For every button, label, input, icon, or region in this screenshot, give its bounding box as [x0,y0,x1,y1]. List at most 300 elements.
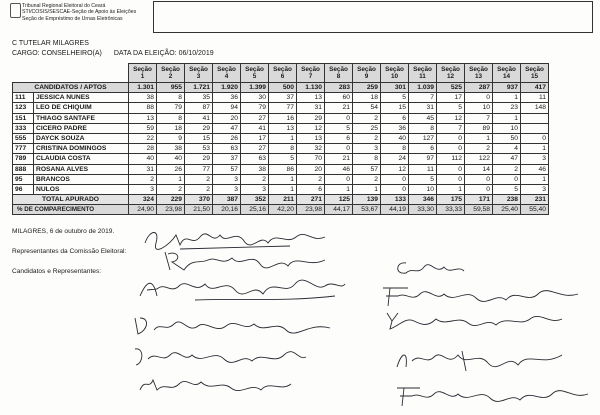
vote-cell [521,113,549,123]
vote-cell: 5 [409,174,437,184]
vote-cell: 1 [437,184,465,194]
candidate-number: 888 [13,164,34,174]
section-header-10 [381,64,409,83]
vote-cell: 31 [297,103,325,113]
vote-cell: 15 [381,103,409,113]
vote-cell: 63 [213,144,241,154]
vote-cell: 2 [157,184,185,194]
total-cell: 171 [465,195,493,205]
vote-cell: 17 [241,133,269,143]
section-number: 9 [364,73,369,80]
total-cell: 175 [437,195,465,205]
header-box [153,1,593,33]
signature-5 [130,343,310,369]
vote-cell: 21 [325,103,353,113]
vote-cell: 0 [437,164,465,174]
results-table [12,63,549,215]
electorate-label: CANDIDATOS / APTOS [13,83,129,93]
vote-cell: 40 [129,154,157,164]
section-number: 5 [252,73,257,80]
signature-4 [130,312,335,340]
vote-cell: 2 [353,133,381,143]
vote-cell: 29 [185,154,213,164]
vote-cell: 45 [409,113,437,123]
vote-cell: 2 [241,174,269,184]
candidate-row [13,184,549,194]
vote-cell: 31 [409,103,437,113]
section-label: Seção [133,65,152,73]
vote-cell: 12 [437,113,465,123]
position-label: CARGO: CONSELHEIRO(A) [12,50,102,57]
candidate-name: LEO DE CHIQUIM [34,103,129,113]
attendance-cell: 59,58 [465,205,493,215]
vote-cell: 6 [409,144,437,154]
candidate-name: CRISTINA DOMINGOS [34,144,129,154]
candidate-name: DAYCK SOUZA [34,133,129,143]
vote-cell: 21 [325,154,353,164]
electorate-cell: 1.301 [129,83,157,93]
candidate-name: JESSICA NUNES [34,93,129,103]
section-number: 6 [280,73,285,80]
vote-cell: 36 [213,93,241,103]
vote-cell: 94 [213,103,241,113]
section-header-12 [437,64,465,83]
vote-cell: 1 [269,174,297,184]
section-header-11 [409,64,437,83]
vote-cell: 1 [493,113,521,123]
vote-cell: 50 [493,133,521,143]
signature-3 [135,272,350,306]
vote-cell: 13 [297,133,325,143]
section-label: Seção [413,65,432,73]
vote-cell: 26 [213,133,241,143]
vote-cell: 6 [297,184,325,194]
candidate-number: 151 [13,113,34,123]
total-cell: 271 [297,195,325,205]
vote-cell: 15 [185,133,213,143]
electorate-cell: 287 [465,83,493,93]
total-cell: 370 [185,195,213,205]
candidate-name: THIAGO SANTAFE [34,113,129,123]
vote-cell: 57 [213,164,241,174]
candidate-number: 111 [13,93,34,103]
vote-cell: 27 [241,113,269,123]
vote-cell: 7 [437,123,465,133]
electorate-cell: 955 [157,83,185,93]
vote-cell: 5 [269,154,297,164]
committee-label: Representantes da Comissão Eleitoral: [12,248,127,255]
vote-cell: 54 [353,103,381,113]
vote-cell: 28 [129,144,157,154]
vote-cell: 46 [521,164,549,174]
section-header-14 [493,64,521,83]
section-number: 2 [168,73,173,80]
vote-cell: 27 [241,144,269,154]
vote-cell: 18 [157,123,185,133]
vote-cell: 0 [521,133,549,143]
vote-cell: 77 [269,103,297,113]
vote-cell: 0 [465,184,493,194]
total-cell: 133 [381,195,409,205]
vote-cell: 1 [521,144,549,154]
election-date-label: DATA DA ELEIÇÃO: 06/10/2019 [113,50,214,57]
attendance-cell: 21,50 [185,205,213,215]
vote-cell: 5 [381,93,409,103]
signature-10 [392,345,567,375]
section-label: Seção [469,65,488,73]
vote-cell: 7 [465,113,493,123]
vote-cell: 8 [381,144,409,154]
section-label: Seção [329,65,348,73]
attendance-cell: 23,98 [297,205,325,215]
place-date: MILAGRES, 6 de outubro de 2019. [12,228,115,235]
attendance-cell: 23,98 [157,205,185,215]
section-number: 15 [530,73,539,80]
vote-cell: 2 [465,144,493,154]
vote-cell: 20 [213,113,241,123]
electorate-cell: 500 [269,83,297,93]
attendance-cell: 42,20 [269,205,297,215]
vote-cell: 0 [325,113,353,123]
section-header-row [13,64,549,83]
vote-cell: 14 [465,164,493,174]
section-header-1 [129,64,157,83]
candidate-row [13,144,549,154]
vote-cell: 29 [297,113,325,123]
electorate-cell: 301 [381,83,409,93]
vote-cell: 12 [381,164,409,174]
section-label: Seção [441,65,460,73]
vote-cell: 10 [409,184,437,194]
vote-cell: 57 [353,164,381,174]
vote-cell: 148 [521,103,549,113]
attendance-row [13,205,549,215]
candidate-name: CLAUDIA COSTA [34,154,129,164]
attendance-cell: 44,19 [381,205,409,215]
vote-cell: 3 [213,184,241,194]
vote-cell: 2 [185,184,213,194]
section-header-5 [241,64,269,83]
vote-cell: 2 [185,174,213,184]
candidate-number: 789 [13,154,34,164]
section-header-8 [325,64,353,83]
vote-cell: 38 [241,164,269,174]
vote-cell: 0 [437,144,465,154]
committee-handwritten-label [392,257,467,279]
section-number: 4 [224,73,229,80]
vote-cell: 38 [129,93,157,103]
vote-cell: 0 [381,184,409,194]
vote-cell: 25 [353,123,381,133]
section-label: Seção [161,65,180,73]
vote-cell: 37 [269,93,297,103]
vote-cell: 0 [437,174,465,184]
section-label: Seção [525,65,544,73]
vote-cell: 2 [353,113,381,123]
section-label: Seção [357,65,376,73]
electorate-cell: 283 [325,83,353,93]
candidate-number: 123 [13,103,34,113]
vote-cell: 0 [437,133,465,143]
electorate-cell: 1.039 [409,83,437,93]
vote-cell: 41 [241,123,269,133]
vote-cell: 70 [297,154,325,164]
total-cell: 238 [493,195,521,205]
total-cell: 139 [353,195,381,205]
vote-cell: 53 [185,144,213,154]
signature-8 [378,282,583,310]
candidate-number: 555 [13,133,34,143]
candidate-name: BRANCOS [34,174,129,184]
vote-cell: 6 [381,113,409,123]
total-cell: 352 [241,195,269,205]
section-label: Seção [497,65,516,73]
vote-cell: 16 [269,113,297,123]
vote-cell: 1 [157,174,185,184]
vote-cell: 0 [465,93,493,103]
vote-cell: 18 [353,93,381,103]
attendance-cell: 25,16 [241,205,269,215]
vote-cell: 8 [409,123,437,133]
vote-cell: 63 [241,154,269,164]
municipality-label: C TUTELAR MILAGRES [12,40,89,47]
vote-cell: 10 [465,103,493,113]
vote-cell: 35 [185,93,213,103]
section-header-7 [297,64,325,83]
total-cell: 229 [157,195,185,205]
electorate-cell: 1.130 [297,83,325,93]
candidate-row [13,93,549,103]
total-label: TOTAL APURADO [13,195,129,205]
section-header-4 [213,64,241,83]
section-number: 11 [419,73,426,80]
candidate-row [13,154,549,164]
electorate-cell: 525 [437,83,465,93]
vote-cell: 2 [353,174,381,184]
candidate-row [13,133,549,143]
vote-cell: 20 [297,164,325,174]
total-cell: 346 [409,195,437,205]
section-number: 3 [196,73,201,80]
vote-cell: 59 [129,123,157,133]
candidates-label: Candidatos e Representantes: [12,268,102,275]
attendance-cell: 53,67 [353,205,381,215]
vote-cell: 0 [325,144,353,154]
position-line [12,50,214,57]
vote-cell: 47 [493,154,521,164]
vote-cell: 3 [241,184,269,194]
section-label: Seção [273,65,292,73]
header-line-2: STI/COSIS/SESCAE-Seção de Apoio às Eleições [22,9,137,16]
electorate-cell: 1.920 [213,83,241,93]
vote-cell [521,123,549,133]
vote-cell: 13 [129,113,157,123]
electorate-row [13,83,549,93]
vote-cell: 5 [493,184,521,194]
candidate-number: 333 [13,123,34,133]
vote-cell: 0 [465,174,493,184]
section-header-6 [269,64,297,83]
vote-cell: 77 [185,164,213,174]
electorate-cell: 259 [353,83,381,93]
section-label: Seção [217,65,236,73]
institution-header [22,3,136,22]
signature-11 [392,382,592,410]
signature-9 [382,307,567,331]
vote-cell: 122 [465,154,493,164]
candidate-row [13,103,549,113]
candidate-number: 96 [13,184,34,194]
signature-6 [135,372,295,396]
vote-cell: 88 [129,103,157,113]
electorate-cell: 417 [521,83,549,93]
section-number: 1 [140,73,145,80]
vote-cell: 6 [325,133,353,143]
vote-cell: 79 [157,103,185,113]
attendance-cell: 33,33 [437,205,465,215]
vote-cell: 46 [325,164,353,174]
vote-cell: 40 [381,133,409,143]
vote-cell: 1 [325,184,353,194]
vote-cell: 0 [493,174,521,184]
total-cell: 324 [129,195,157,205]
electorate-cell: 1.721 [185,83,213,93]
attendance-cell: 33,30 [409,205,437,215]
vote-cell: 10 [493,123,521,133]
vote-cell: 0 [325,174,353,184]
section-header-13 [465,64,493,83]
vote-cell: 41 [185,113,213,123]
vote-cell: 24 [381,154,409,164]
section-number: 8 [336,73,341,80]
vote-cell: 13 [269,123,297,133]
vote-cell: 29 [185,123,213,133]
vote-cell: 12 [297,123,325,133]
candidate-name: ROSANA ALVES [34,164,129,174]
attendance-cell: 24,90 [129,205,157,215]
candidate-row [13,123,549,133]
section-number: 12 [446,73,455,80]
section-header-2 [157,64,185,83]
vote-cell: 4 [493,144,521,154]
candidate-name: CICERO PADRE [34,123,129,133]
vote-cell: 8 [157,113,185,123]
attendance-cell: 25,40 [493,205,521,215]
vote-cell: 3 [129,184,157,194]
vote-cell: 3 [353,144,381,154]
attendance-cell: 55,40 [521,205,549,215]
vote-cell: 2 [129,174,157,184]
attendance-cell: 44,17 [325,205,353,215]
vote-cell: 127 [409,133,437,143]
total-cell: 231 [521,195,549,205]
vote-cell: 87 [185,103,213,113]
vote-cell: 3 [213,174,241,184]
section-number: 10 [390,73,399,80]
vote-cell: 40 [157,154,185,164]
vote-cell: 11 [409,164,437,174]
vote-cell: 36 [381,123,409,133]
vote-cell: 89 [465,123,493,133]
header-line-3: Seção de Empréstimo de Urnas Eletrônicas [22,15,123,22]
vote-cell: 23 [493,103,521,113]
section-number: 13 [474,73,483,80]
header-line-1: Tribunal Regional Eleitoral do Ceará [22,3,106,9]
section-label: Seção [245,65,264,73]
section-header-9 [353,64,381,83]
candidate-number: 777 [13,144,34,154]
section-number: 14 [502,73,511,80]
vote-cell: 112 [437,154,465,164]
vote-cell: 17 [437,93,465,103]
section-header-3 [185,64,213,83]
vote-cell: 31 [129,164,157,174]
vote-cell: 38 [157,144,185,154]
vote-cell: 8 [157,93,185,103]
total-cell: 387 [213,195,241,205]
candidate-row [13,164,549,174]
vote-cell: 1 [269,184,297,194]
vote-cell: 13 [297,93,325,103]
vote-cell: 5 [437,103,465,113]
vote-cell: 3 [521,154,549,164]
vote-cell: 9 [157,133,185,143]
vote-cell: 2 [493,164,521,174]
section-label: Seção [301,65,320,73]
section-label: Seção [189,65,208,73]
section-number: 7 [308,73,313,80]
vote-cell: 1 [465,133,493,143]
candidate-row [13,174,549,184]
vote-cell: 30 [241,93,269,103]
vote-cell: 7 [409,93,437,103]
vote-cell: 60 [325,93,353,103]
electorate-cell: 1.399 [241,83,269,93]
vote-cell: 22 [129,133,157,143]
electorate-cell: 937 [493,83,521,93]
candidate-name: NULOS [34,184,129,194]
section-header-15 [521,64,549,83]
vote-cell: 47 [213,123,241,133]
vote-cell: 1 [353,184,381,194]
vote-cell: 8 [269,144,297,154]
vote-cell: 3 [521,184,549,194]
vote-cell: 26 [157,164,185,174]
vote-cell: 97 [409,154,437,164]
total-cell: 211 [269,195,297,205]
attendance-cell: 20,16 [213,205,241,215]
candidate-number: 95 [13,174,34,184]
vote-cell: 8 [353,154,381,164]
vote-cell: 0 [381,174,409,184]
total-row [13,195,549,205]
vote-cell: 11 [521,93,549,103]
tre-logo-icon [10,3,21,18]
vote-cell: 32 [297,144,325,154]
vote-cell: 1 [269,133,297,143]
vote-cell: 1 [493,93,521,103]
vote-cell: 5 [325,123,353,133]
total-cell: 125 [325,195,353,205]
vote-cell: 2 [297,174,325,184]
attendance-label: % DE COMPARECIMENTO [13,205,129,215]
candidate-row [13,113,549,123]
vote-cell: 37 [213,154,241,164]
results-body [13,83,549,215]
vote-cell: 79 [241,103,269,113]
section-label: Seção [385,65,404,73]
vote-cell: 1 [521,174,549,184]
